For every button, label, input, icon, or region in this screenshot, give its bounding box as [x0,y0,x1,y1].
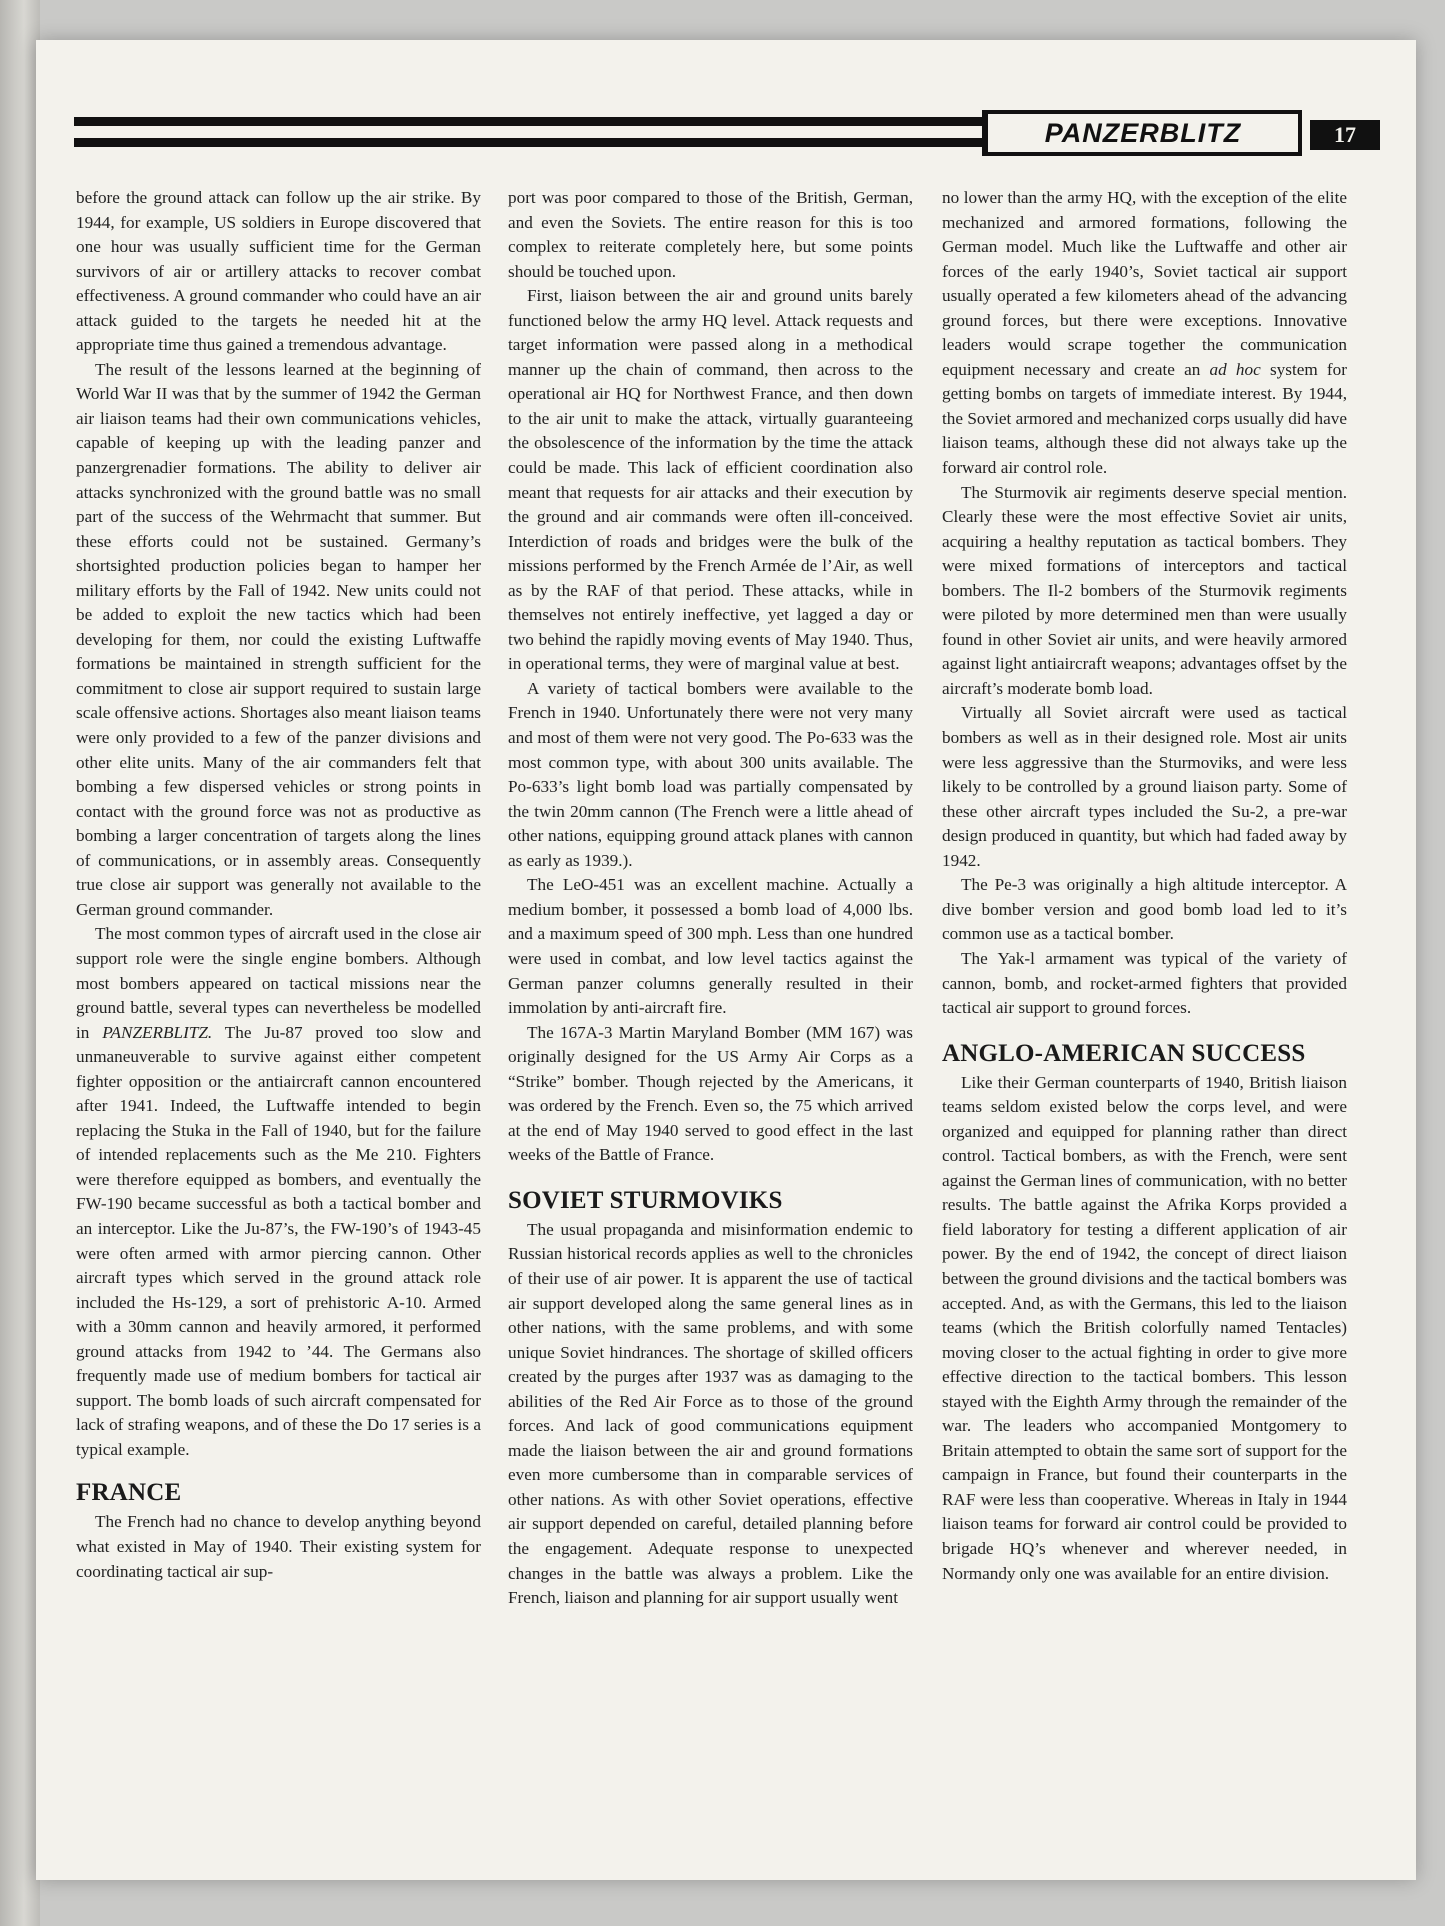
paragraph: The LeO-451 was an excellent machine. Actually a medium bomber, it possessed a bomb load of 4,000 lbs. and a maximum speed of 300 mph. Less than one hundred were used in combat, and low level tactics against the German panzer columns generally resulted in their immolation by anti-aircraft fire. [508,875,913,1018]
column-3 [942,186,1347,1586]
paragraph: The Yak-l armament was typical of the variety of cannon, bomb, and rocket-armed fighters that provided tactical air support to ground forces. [942,948,1347,1018]
section-heading-anglo-american-success: ANGLO-AMERICAN SUCCESS [942,1039,1306,1067]
paragraph: Virtually all Soviet aircraft were used as tactical bombers as well as in their designed role. Most air units were less aggressive than the Sturmoviks, and were less likely to be controlled by a ground liaison party. Some of these other aircraft types included the Su-2, a pre-war design produced in quantity, but which had faded away by 1942. [942,703,1347,870]
italic-title: PANZERBLITZ. [102,1022,213,1042]
header-title: PANZERBLITZ [1044,117,1242,148]
paragraph: Like their German counterparts of 1940, British liaison teams seldom existed below the corps level, and were organized and equipped for planning rather than direct control. Tactical bombers, as with the French, were sent against the German lines of communication, with no better results. The battle against the Afrika Korps provided a field laboratory for testing a different application of air power. By the end of 1942, the concept of direct liaison between the ground divisions and the tactical bombers was accepted. And, as with the Germans, this led to the liaison teams (which the British colorfully named Tentacles) moving closer to the actual fighting in order to give more effective direction to the tactical bombers. This lesson stayed with the Eighth Army through the remainder of the war. The leaders who accompanied Montgomery to Britain attempted to obtain the same sort of support for the campaign in France, but found their counterparts in the RAF were less than cooperative. Whereas in Italy in 1944 liaison teams for forward air control could be provided to brigade HQ’s whenever and wherever needed, in Normandy only one was available for an entire division. [942,1072,1347,1583]
column-2 [508,186,913,1611]
paragraph: A variety of tactical bombers were available to the French in 1940. Unfortunately there were not very many and most of them were not very good. The Po-633 was the most common type, with about 300 units available. The Po-633’s light bomb load was partially compensated by the twin 20mm cannon (The French were a little ahead of other nations, equipping ground attack planes with cannon as early as 1939.). [508,678,913,870]
paragraph: The Pe-3 was originally a high altitude interceptor. A dive bomber version and good bomb load led to it’s common use as a tactical bomber. [942,875,1347,944]
paragraph: The usual propaganda and misinformation endemic to Russian historical records applies as well to the chronicles of their use of air power. It is apparent the use of tactical air support developed along the same general lines as in other nations, with the same problems, and with some unique Soviet hindrances. The shortage of skilled officers created by the purges after 1937 was as damaging to the abilities of the Red Air Force as to those of the ground forces. And lack of good communications equipment made the liaison between the air and ground formations even more cumbersome than in comparable services of other nations. As with other Soviet operations, effective air support depended on careful, detailed planning before the engagement. Adequate response to unexpected changes in the battle was always a problem. Like the French, liaison and planning for air support usually went [508,1219,913,1608]
header-title-box [982,110,1302,156]
header-rule-bottom [74,138,982,147]
paragraph [942,186,1347,481]
paragraph: First, liaison between the air and ground units barely functioned below the army HQ level. Attack requests and target information were passed along in a methodical manner up the chain of command, then across to the operational air HQ for Northwest France, and then down to the air unit to make the attack, virtually guaranteeing the obsolescence of the information by the time the attack could be made. This lack of efficient coordination also meant that requests for air attacks and their execution by the ground and air commands were often ill-conceived. Interdiction of roads and bridges were the bulk of the missions performed by the French Armée de l’Air, as well as by the RAF of that period. These attacks, while in themselves not entirely ineffective, yet lagged a day or two behind the rapidly moving events of May 1940. Thus, in operational terms, they were of marginal value at best. [508,286,913,674]
text-run: system for getting bombs on targets of immediate interest. By 1944, the Soviet armored and mechanized corps usually did have liaison teams, although these did not always take up the forward air control role. [942,359,1347,478]
text-run: The Ju-87 proved too slow and unmaneuverable to survive against either competent fighter opposition or the antiaircraft cannon encountered after 1941. Indeed, the Luftwaffe intended to begin replacing the Stuka in the Fall of 1940, but for the failure of intended replacements such as the Me 210. Fighters were therefore equipped as bombers, and eventually the FW-190 became successful as both a tactical bomber and an interceptor. Like the Ju-87’s, the FW-190’s of 1943-45 were often armed with armor piercing cannon. Other aircraft types which served in the ground attack role included the Hs-129, a sort of prehistoric A-10. Armed with a 30mm cannon and heavily armored, it performed ground attacks from 1942 to ’44. The Germans also frequently made use of medium bombers for tactical air support. The bomb loads of such aircraft compensated for lack of strafing weapons, and of these the Do 17 series is a typical example. [76,1022,481,1459]
paragraph: The result of the lessons learned at the beginning of World War II was that by the summer of 1942 the German air liaison teams had their own communications vehicles, capable of keeping up with the leading panzer and panzergrenadier formations. The ability to deliver air attacks synchronized with the ground battle was no small part of the success of the Wehrmacht that summer. But these efforts could not be sustained. Germany’s shortsighted production policies began to hamper her military efforts by the Fall of 1942. New units could not be added to exploit the new tactics which had been developing for them, nor could the existing Luftwaffe formations be maintained in strength sufficient for the commitment to close air support required to sustain large scale offensive actions. Shortages also meant liaison teams were only provided to a few of the panzer divisions and other elite units. Many of the air commanders felt that bombing a few dispersed vehicles or strong points in contact with the ground force was not as productive as bombing a larger concentration of targets along the lines of communications, or in assembly areas. Consequently true close air support was generally not available to the German ground commander. [76,359,481,919]
page-number: 17 [1310,120,1380,150]
column-1 [76,186,481,1584]
section-heading-soviet-sturmoviks: SOVIET STURMOVIKS [508,1186,783,1214]
magazine-page [36,40,1416,1880]
italic-phrase: ad hoc [1209,359,1261,379]
paragraph [76,922,481,1462]
header-rule-top [74,117,982,126]
paragraph: before the ground attack can follow up the air strike. By 1944, for example, US soldiers in Europe discovered that one hour was usually sufficient time for the German survivors of air or artillery attacks to recover combat effectiveness. A ground commander who could have an air attack guided to the targets he needed hit at the appropriate time thus gained a tremendous advantage. [76,188,481,355]
paragraph: The 167A-3 Martin Maryland Bomber (MM 167) was originally designed for the US Army Air Corps as a “Strike” bomber. Though rejected by the Americans, it was ordered by the French. Even so, the 75 which arrived at the end of May 1940 served to good effect in the last weeks of the Battle of France. [508,1022,913,1165]
paragraph: port was poor compared to those of the British, German, and even the Soviets. The entire reason for this is too complex to reiterate completely here, but some points should be touched upon. [508,188,913,281]
section-heading-france: FRANCE [76,1479,182,1507]
paragraph: The Sturmovik air regiments deserve special mention. Clearly these were the most effective Soviet air units, acquiring a healthy reputation as tactical bombers. They were mixed formations of interceptors and tactical bombers. The Il-2 bombers of the Sturmovik regiments were piloted by more determined men than were usually found in other Soviet air units, and were heavily armored against light antiaircraft weapons; advantages offset by the aircraft’s moderate bomb load. [942,482,1347,698]
paragraph: The French had no chance to develop anything beyond what existed in May of 1940. Their existing system for coordinating tactical air sup- [76,1512,481,1581]
magazine-spine [0,0,40,1926]
text-run: The most common types of aircraft used in the close air support role were the single engine bombers. Although most bombers appeared on tactical missions near the ground battle, several types can nevertheless be modelled in [76,924,481,1042]
text-run: no lower than the army HQ, with the exception of the elite mechanized and armored formations, following the German model. Much like the Luftwaffe and other air forces of the early 1940’s, Soviet tactical air support usually operated a few kilometers ahead of the advancing ground forces, but there were exceptions. Innovative leaders would scrape together the communication equipment necessary and create an [942,188,1347,379]
